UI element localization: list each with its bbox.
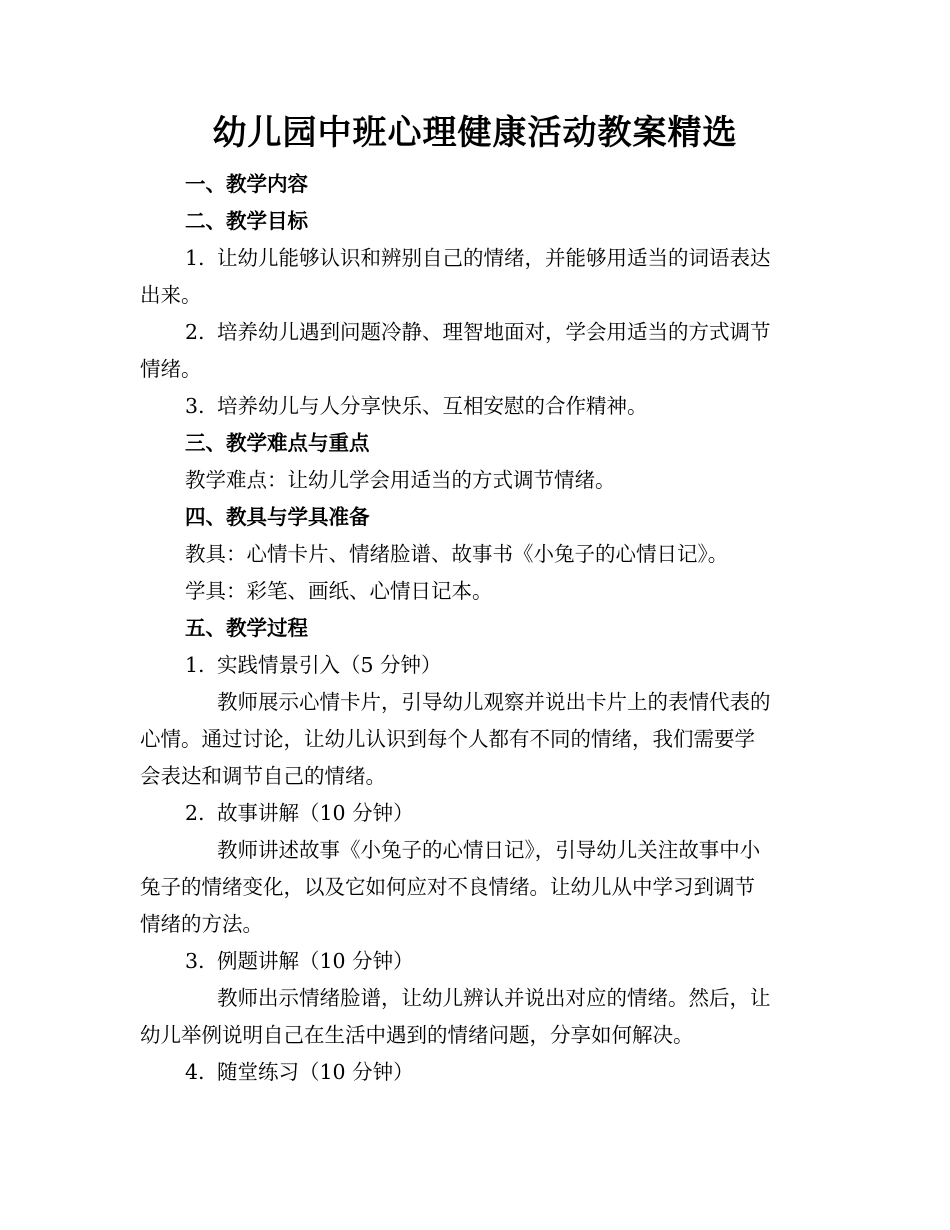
process-step-3-title	[140, 943, 805, 980]
process-step-1-title	[140, 647, 805, 684]
process-step-2-title	[140, 795, 805, 832]
goal-2-line-1	[140, 314, 805, 351]
process-step-4-title	[140, 1054, 805, 1091]
goal-3-text: 培养幼儿与人分享快乐、互相安慰的合作精神。	[217, 394, 648, 418]
process-step-3-label: 例题讲解（10 分钟）	[217, 949, 414, 973]
process-step-1-line-1: 教师展示心情卡片，引导幼儿观察并说出卡片上的表情代表的	[217, 690, 771, 714]
section-heading-goals: 二、教学目标	[185, 209, 308, 233]
process-step-4-number: 4.	[185, 1060, 205, 1084]
process-step-2-line-2: 兔子的情绪变化，以及它如何应对不良情绪。让幼儿从中学习到调节	[140, 875, 755, 899]
process-step-2-number: 2.	[185, 801, 205, 825]
goal-2-number: 2.	[185, 320, 205, 344]
process-step-2-label: 故事讲解（10 分钟）	[217, 801, 414, 825]
goal-2-line-2: 情绪。	[140, 357, 202, 381]
document-title: 幼儿园中班心理健康活动教案精选	[212, 113, 738, 153]
section-heading-difficulty: 三、教学难点与重点	[185, 431, 370, 455]
process-step-1-number: 1.	[185, 653, 205, 677]
section-heading-content: 一、教学内容	[185, 172, 308, 196]
goal-1-text: 让幼儿能够认识和辨别自己的情绪，并能够用适当的词语表达	[217, 246, 771, 270]
section-heading-preparation: 四、教具与学具准备	[185, 505, 370, 529]
goal-1-number: 1.	[185, 246, 205, 270]
teacher-materials: 教具：心情卡片、情绪脸谱、故事书《小兔子的心情日记》。	[185, 542, 729, 566]
process-step-4-label: 随堂练习（10 分钟）	[217, 1060, 414, 1084]
document-body	[140, 166, 805, 1091]
goal-3-number: 3.	[185, 394, 205, 418]
section-heading-process: 五、教学过程	[185, 616, 308, 640]
process-step-1-label: 实践情景引入（5 分钟）	[217, 653, 442, 677]
student-materials: 学具：彩笔、画纸、心情日记本。	[185, 579, 493, 603]
process-step-1-line-2: 心情。通过讨论，让幼儿认识到每个人都有不同的情绪，我们需要学	[140, 727, 755, 751]
goal-1-line-2: 出来。	[140, 283, 202, 307]
process-step-3-number: 3.	[185, 949, 205, 973]
difficulty-text: 教学难点：让幼儿学会用适当的方式调节情绪。	[185, 468, 616, 492]
process-step-2-line-3: 情绪的方法。	[140, 912, 263, 936]
goal-1-line-1	[140, 240, 805, 277]
process-step-3-line-1: 教师出示情绪脸谱，让幼儿辨认并说出对应的情绪。然后，让	[217, 986, 771, 1010]
goal-2-text: 培养幼儿遇到问题冷静、理智地面对，学会用适当的方式调节	[217, 320, 771, 344]
process-step-3-line-2: 幼儿举例说明自己在生活中遇到的情绪问题，分享如何解决。	[140, 1023, 694, 1047]
goal-3-line-1	[140, 388, 805, 425]
process-step-2-line-1: 教师讲述故事《小兔子的心情日记》，引导幼儿关注故事中小	[217, 838, 761, 862]
process-step-1-line-3: 会表达和调节自己的情绪。	[140, 764, 386, 788]
